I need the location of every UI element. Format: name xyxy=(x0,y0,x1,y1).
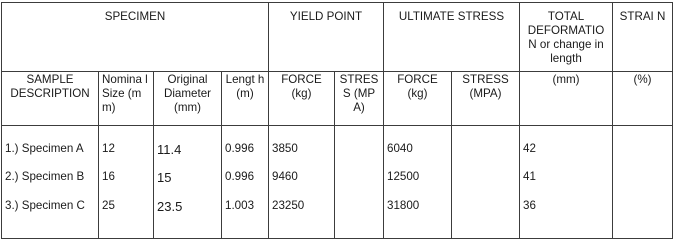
subheader-deformation-unit: (mm) xyxy=(520,72,613,126)
ultimate-force-cell: 31800 xyxy=(387,199,420,212)
ultimate-force-cell: 12500 xyxy=(387,170,420,183)
subheader-length: Lengt h (m) xyxy=(222,72,269,126)
col-nominal xyxy=(99,126,154,239)
nominal-cell: 16 xyxy=(102,170,115,183)
diameter-cell: 23.5 xyxy=(157,199,183,214)
strain-cell xyxy=(616,141,669,167)
subheader-ultimate-force: FORCE (kg) xyxy=(384,72,452,126)
yield-stress-cell xyxy=(338,167,380,193)
length-cell: 0.996 xyxy=(225,170,255,183)
col-yield-stress xyxy=(335,126,384,239)
subheader-ultimate-stress: STRESS (MPA) xyxy=(452,72,520,126)
strain-cell xyxy=(616,167,669,193)
yield-force-cell: 23250 xyxy=(272,199,305,212)
ultimate-stress-cell xyxy=(455,167,516,193)
sample-cell: 3.) Specimen C xyxy=(5,199,85,212)
yield-force-cell: 9460 xyxy=(272,170,298,183)
nominal-cell: 12 xyxy=(102,142,115,155)
subheader-sample-description: SAMPLE DESCRIPTION xyxy=(2,72,99,126)
col-strain xyxy=(613,126,673,239)
specimen-test-table xyxy=(1,2,673,239)
subheader-yield-force: FORCE (kg) xyxy=(269,72,335,126)
col-yield-force xyxy=(269,126,335,239)
col-length xyxy=(222,126,269,239)
diameter-cell: 15 xyxy=(157,170,172,185)
sample-cell: 1.) Specimen A xyxy=(5,142,84,155)
sample-cell: 2.) Specimen B xyxy=(5,170,85,183)
subheader-nominal-size: Nomina l Size (mm) xyxy=(99,72,154,126)
ultimate-stress-cell xyxy=(455,193,516,219)
subheader-original-diameter: Original Diameter (mm) xyxy=(154,72,222,126)
length-cell: 1.003 xyxy=(225,199,255,212)
col-ultimate-force xyxy=(384,126,452,239)
header-ultimate-stress: ULTIMATE STRESS xyxy=(384,3,520,72)
strain-cell xyxy=(616,193,669,219)
col-deformation xyxy=(520,126,613,239)
header-row-groups xyxy=(2,3,673,72)
ultimate-force-cell: 6040 xyxy=(387,142,413,155)
yield-force-cell: 3850 xyxy=(272,142,298,155)
header-specimen: SPECIMEN xyxy=(2,3,269,72)
header-row-columns xyxy=(2,72,673,126)
yield-stress-cell xyxy=(338,141,380,167)
subheader-strain-unit: (%) xyxy=(613,72,673,126)
diameter-cell: 11.4 xyxy=(157,142,182,157)
subheader-yield-stress: STRES S (MPA) xyxy=(335,72,384,126)
col-ultimate-stress xyxy=(452,126,520,239)
deformation-cell: 36 xyxy=(523,199,536,212)
col-sample xyxy=(2,126,99,239)
length-cell: 0.996 xyxy=(225,142,255,155)
header-strain: STRAI N xyxy=(613,3,673,72)
ultimate-stress-cell xyxy=(455,141,516,167)
deformation-cell: 41 xyxy=(523,170,536,183)
header-total-deformation: TOTAL DEFORMATIO N or change in length xyxy=(520,3,613,72)
col-diameter xyxy=(154,126,222,239)
data-body-row xyxy=(2,126,673,239)
header-yield-point: YIELD POINT xyxy=(269,3,384,72)
nominal-cell: 25 xyxy=(102,199,115,212)
yield-stress-cell xyxy=(338,193,380,219)
deformation-cell: 42 xyxy=(523,142,536,155)
